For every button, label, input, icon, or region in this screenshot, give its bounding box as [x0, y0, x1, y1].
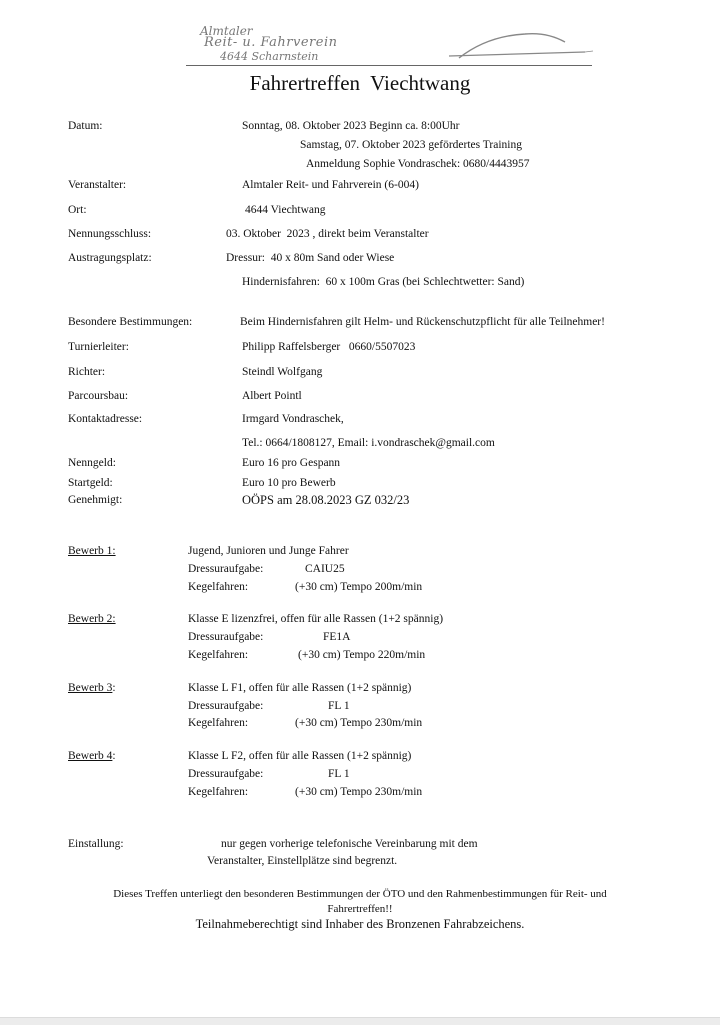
page-title: Fahrertreffen Viechtwang	[249, 71, 471, 95]
startgeld-value: Euro 10 pro Bewerb	[242, 477, 336, 489]
nenngeld-value: Euro 16 pro Gespann	[242, 457, 341, 469]
letterhead-rule	[186, 65, 592, 66]
kegel-value: (+30 cm) Tempo 220m/min	[298, 649, 426, 661]
nenngeld-label: Nenngeld:	[68, 457, 116, 469]
footer-line2: Fahrertreffen!!	[327, 903, 393, 915]
einstallung-line2: Veranstalter, Einstellplätze sind begrenzt.	[207, 855, 398, 867]
bewerb-desc: Jugend, Junioren und Junge Fahrer	[188, 545, 349, 557]
dressur-value: FL 1	[328, 768, 350, 780]
footer-line3: Teilnahmeberechtigt sind Inhaber des Bronzenen Fahrabzeichens.	[195, 917, 525, 931]
bewerb-label-wrap	[68, 682, 116, 694]
bewerb-label: Bewerb 1:	[68, 545, 116, 557]
bewerb-label-colon: :	[112, 682, 116, 694]
dressur-label: Dressuraufgabe:	[188, 563, 264, 575]
bewerb-desc: Klasse L F2, offen für alle Rassen (1+2 spännig)	[188, 750, 412, 762]
startgeld-label: Startgeld:	[68, 477, 113, 489]
letterhead-logo	[180, 24, 600, 70]
bewerb-desc: Klasse L F1, offen für alle Rassen (1+2 spännig)	[188, 682, 412, 694]
kegel-value: (+30 cm) Tempo 200m/min	[295, 581, 423, 593]
kontakt-value-2: Tel.: 0664/1808127, Email: i.vondraschek@gmail.com	[242, 437, 495, 449]
genehmigt-label: Genehmigt:	[68, 494, 123, 506]
kontakt-value-1: Irmgard Vondraschek,	[242, 413, 344, 425]
kegel-label: Kegelfahren:	[188, 649, 249, 661]
bewerb-label: Bewerb 3	[68, 682, 113, 694]
bewerb-label-wrap	[68, 750, 116, 762]
dressur-value: CAIU25	[305, 563, 345, 575]
parcours-value: Albert Pointl	[242, 390, 302, 402]
bestimmungen-value: Beim Hindernisfahren gilt Helm- und Rückenschutzpflicht für alle Teilnehmer!	[240, 316, 605, 328]
logo-line3: 4644 Scharnstein	[220, 50, 319, 63]
datum-line3: Anmeldung Sophie Vondraschek: 0680/4443957	[306, 158, 530, 170]
platz-value-2: Hindernisfahren: 60 x 100m Gras (bei Schlechtwetter: Sand)	[242, 276, 525, 288]
dressur-label: Dressuraufgabe:	[188, 631, 264, 643]
whip-icon	[435, 26, 595, 66]
richter-value: Steindl Wolfgang	[242, 366, 323, 378]
footer-line1: Dieses Treffen unterliegt den besonderen Bestimmungen der ÖTO und den Rahmenbestimmungen für Reit- und	[113, 888, 607, 900]
einstallung-label: Einstallung:	[68, 838, 124, 850]
bewerb-label: Bewerb 4	[68, 750, 113, 762]
kegel-label: Kegelfahren:	[188, 786, 249, 798]
platz-value-1: Dressur: 40 x 80m Sand oder Wiese	[226, 252, 395, 264]
dressur-label: Dressuraufgabe:	[188, 768, 264, 780]
turnierleiter-label: Turnierleiter:	[68, 341, 129, 353]
dressur-value: FE1A	[323, 631, 351, 643]
einstallung-line1: nur gegen vorherige telefonische Vereinbarung mit dem	[221, 838, 478, 850]
bewerb-label: Bewerb 2:	[68, 613, 116, 625]
nennschluss-label: Nennungsschluss:	[68, 228, 152, 240]
genehmigt-value: OÖPS am 28.08.2023 GZ 032/23	[242, 493, 410, 507]
bewerb-desc: Klasse E lizenzfrei, offen für alle Rassen (1+2 spännig)	[188, 613, 444, 625]
nennschluss-value: 03. Oktober 2023 , direkt beim Veranstalter	[226, 228, 429, 240]
dressur-label: Dressuraufgabe:	[188, 700, 264, 712]
datum-line2: Samstag, 07. Oktober 2023 gefördertes Training	[300, 139, 522, 151]
parcours-label: Parcoursbau:	[68, 390, 129, 402]
datum-label: Datum:	[68, 120, 103, 132]
datum-line1: Sonntag, 08. Oktober 2023 Beginn ca. 8:00Uhr	[242, 120, 460, 132]
kegel-value: (+30 cm) Tempo 230m/min	[295, 786, 423, 798]
platz-label: Austragungsplatz:	[68, 252, 152, 264]
logo-line2: Reit- u. Fahrverein	[204, 35, 338, 50]
kontakt-label: Kontaktadresse:	[68, 413, 143, 425]
veranstalter-value: Almtaler Reit- und Fahrverein (6-004)	[242, 179, 419, 191]
ort-value: 4644 Viechtwang	[245, 204, 326, 216]
turnierleiter-value: Philipp Raffelsberger 0660/5507023	[242, 341, 416, 353]
dressur-value: FL 1	[328, 700, 350, 712]
ort-label: Ort:	[68, 204, 87, 216]
kegel-value: (+30 cm) Tempo 230m/min	[295, 717, 423, 729]
richter-label: Richter:	[68, 366, 106, 378]
kegel-label: Kegelfahren:	[188, 581, 249, 593]
logo-line1: Almtaler	[200, 24, 253, 38]
bestimmungen-label: Besondere Bestimmungen:	[68, 316, 193, 328]
kegel-label: Kegelfahren:	[188, 717, 249, 729]
veranstalter-label: Veranstalter:	[68, 179, 127, 191]
bewerb-label-colon: :	[112, 750, 116, 762]
